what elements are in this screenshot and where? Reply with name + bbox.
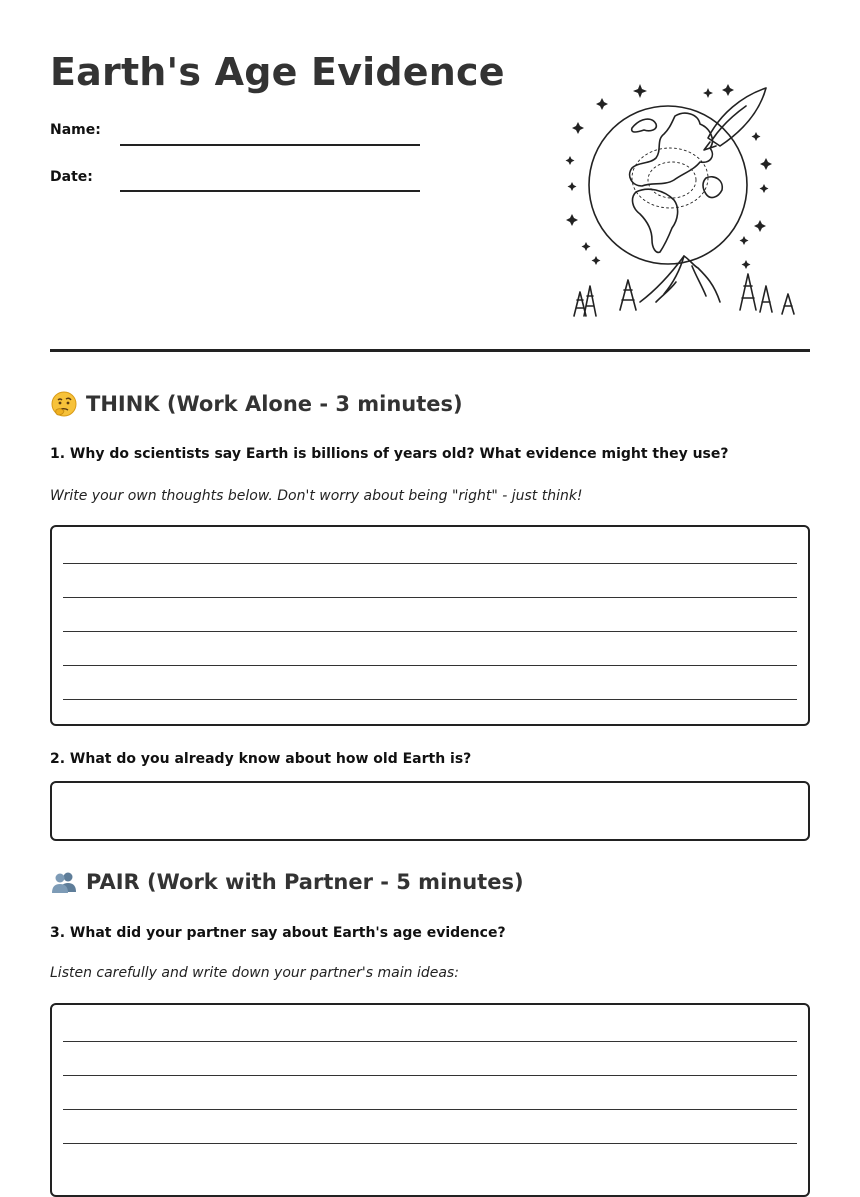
- answer-line: [63, 665, 797, 666]
- earth-rocket-mountains-illustration: [560, 70, 810, 325]
- answer-line: [63, 699, 797, 700]
- question-3-answer-box[interactable]: [50, 1003, 810, 1197]
- answer-line: [63, 1041, 797, 1042]
- question-1-answer-box[interactable]: [50, 525, 810, 726]
- name-field[interactable]: [120, 144, 420, 146]
- question-2-answer-box[interactable]: [50, 781, 810, 841]
- answer-line: [63, 631, 797, 632]
- name-label: Name:: [50, 122, 101, 138]
- worksheet-title: Earth's Age Evidence: [50, 50, 505, 94]
- answer-line: [63, 1109, 797, 1110]
- think-heading: [50, 390, 463, 418]
- pair-heading: [50, 868, 524, 896]
- question-3: 3. What did your partner say about Earth's age evidence?: [50, 925, 506, 941]
- think-heading-text: THINK (Work Alone - 3 minutes): [86, 392, 463, 416]
- answer-line: [63, 597, 797, 598]
- answer-line: [63, 563, 797, 564]
- answer-line: [63, 1075, 797, 1076]
- question-1: 1. Why do scientists say Earth is billions of years old? What evidence might they use?: [50, 446, 729, 462]
- section-divider: [50, 349, 810, 352]
- question-3-instruction: Listen carefully and write down your partner's main ideas:: [50, 965, 459, 981]
- question-2: 2. What do you already know about how old Earth is?: [50, 751, 472, 767]
- thinking-face-icon: [50, 390, 78, 418]
- date-label: Date:: [50, 169, 93, 185]
- pair-heading-text: PAIR (Work with Partner - 5 minutes): [86, 870, 524, 894]
- date-field[interactable]: [120, 190, 420, 192]
- answer-line: [63, 1143, 797, 1144]
- two-people-icon: [50, 868, 78, 896]
- question-1-instruction: Write your own thoughts below. Don't worry about being "right" - just think!: [50, 488, 583, 504]
